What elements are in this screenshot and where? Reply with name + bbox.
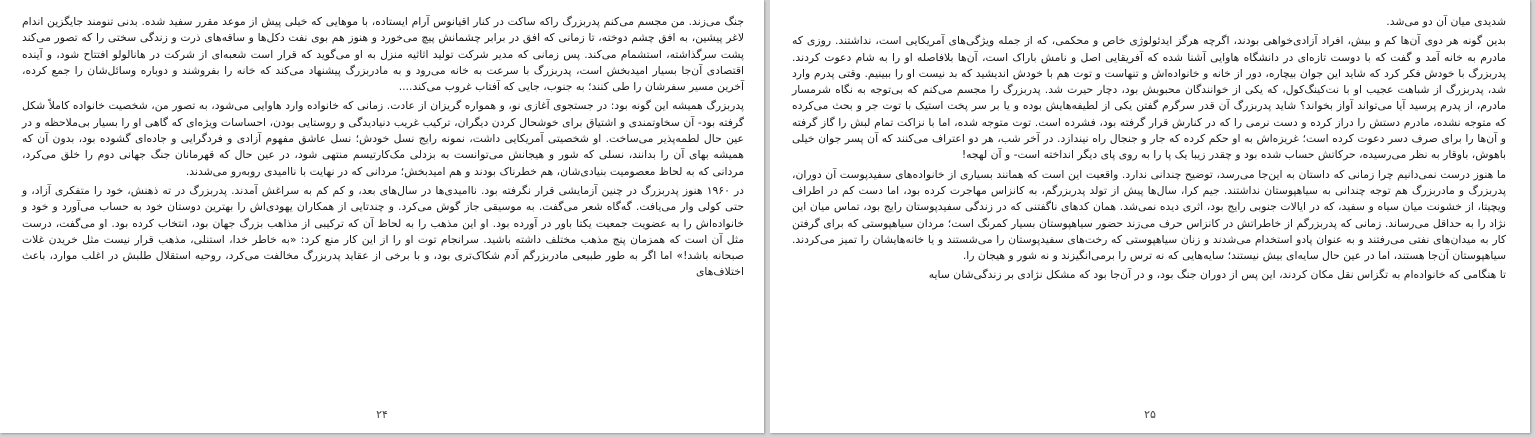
- left-page-text: [22, 14, 744, 281]
- page-number: ۲۴: [376, 408, 388, 421]
- paragraph: تا هنگامی که خانواده‌ام به تگزاس نقل مکان کردند، این پس از دوران جنگ بود، و در آن‌جا بود که مشکل نژادی بر زندگی‌شان سایه: [928, 268, 1506, 282]
- page-number: ۲۵: [1144, 408, 1156, 421]
- paragraph: جنگ می‌زند. من مجسم می‌کنم پدربزرگ راکه ساکت در کنار اقیانوس آرام ایستاده، با موهایی که خیلی پیش از موعد مقرر سفید شده. بدنی تنومند جایگزین اندام لاغر پیشین، به افق چشم دوخته، تا زمانی که افق در برابر چشمانش پیچ می‌خورد و هنوز هم بوی نفت دکل‌ها و ساقه‌های ذرت و زندگی سختی را که تصور می‌کند پشت سرگذاشته، استشمام می‌کند. پس زمانی که مدیر شرکت تولید اثاثیه منزل به او می‌گوید که قرار است شعبه‌ای از شرکت در هانالولو افتتاح شود، و آینده اقتصادی آن‌جا بسیار امیدبخش است، پدربزرگ با سرعت به خانه می‌رود و به مادربزرگ پیشنهاد می‌کند که خانه را بفروشند و دوباره وسائل‌شان را جمع کرده، آخرین مسیر سفرشان را طی کنند؛ به جنوب، جایی که آفتاب غروب می‌کند....: [22, 15, 744, 94]
- paragraph: شدیدی میان آن دو می‌شد.: [1386, 15, 1506, 28]
- paragraph: در ۱۹۶۰ هنوز پدربزرگ در چنین آزمایشی قرار نگرفته بود. ناامیدی‌ها در سال‌های بعد، و کم کم به سراغش آمدند. پدربزرگ در ته ذهنش، خود را متفکری آزاد، و حتی کولی وار می‌یافت. گه‌گاه شعر می‌گفت. به موسیقی جاز گوش می‌کرد. و چندتایی از همکاران یهودی‌اش را بهترین دوستان خود به حساب می‌آورد و خود و خانواده‌اش را به عضویت جمعیت یکتا باور در آورده بود. او این مذهب را به لحاظ آن که ترکیبی از مذاهب بزرگ جهان بود، انتخاب کرده بود. او می‌گفت، درست مثل آن است که همزمان پنج مذهب مختلف داشته باشید. سرانجام توت او را از این کار منع کرد: «به خاطر خدا، استنلی، مذهب قرار نیست مثل خریدن غلات صبحانه باشد!» اما اگر به طور طبیعی مادربزرگم آدم شکاک‌تری بود، و با برخی از عقاید پدربزرگ مخالفت می‌کرد، روحیه استقلال طلبش در اغلب موارد، باعث اختلاف‌های: [22, 183, 744, 279]
- right-page: [770, 0, 1530, 433]
- paragraph: پدربزرگ همیشه این گونه بود: در جستجوی آغازی نو، و همواره گریزان از عادت. زمانی که خانواده وارد هاوایی می‌شود، به تصور من، شخصیت خانواده کاملاً شکل گرفته بود- آن سخاوتمندی و اشتیاق برای خوشحال کردن دیگران، ترکیب غریب دنیادیدگی و روستایی بودن، احساسات ویژه‌ای که گاهی او را بسیار بی‌ملاحظه و در عین حال لطمه‌پذیر می‌ساخت. او شخصیتی آمریکایی داشت، نمونه رایج نسل خودش؛ نسل عاشق مفهوم آزادی و فردگرایی و جاده‌ای گشوده بود، بدون آن که همیشه بهای آن را بدانند، نسلی که شور و هیجانش می‌توانست به بزدلی مک‌کارتیسم منتهی شود، در عین حال که قهرمانان جنگ جهانی دوم را خلق می‌کرد، مردانی که به لحاظ معصومیت بنیادی‌شان، هم خطرناک بودند و هم امیدبخش؛ مردانی که در نهایت با ناامیدی روبه‌رو می‌شدند.: [22, 99, 744, 178]
- left-page: [0, 0, 764, 433]
- paragraph: بدین گونه هر دوی آن‌ها کم و بیش، افراد آزادی‌خواهی بودند، اگرچه هرگز ایدئولوژی خاص و محکمی، که از جمله ویژگی‌های آمریکایی است، نداشتند. روزی که مادرم به خانه آمد و گفت که با دوست تازه‌ای در دانشگاه هاوایی آشنا شده که آفریقایی اصل و نامش باراک است، آن‌ها بلافاصله او را به شام دعوت کردند. پدربزرگ با خودش فکر کرد که شاید این جوان بیچاره، دور از خانه و خانواده‌اش و تنهاست و توت هم با خودش اندیشید که بد نیست او را ببینیم. وقتی پدرم وارد شد، پدربزرگ از شباهت عجیب او با نت‌کینگ‌کول، که یکی از خوانندگان محبوبش بود، دچار حیرت شد. پدربزرگ را مجسم می‌کنم که بی‌توجه به نگاه شرمسار مادرم، از پدرم پرسید آیا می‌تواند آواز بخواند؟ شاید پدربزرگ آن قدر سرگرم گفتن یکی از لطیفه‌هایش بوده و یا بر سر پخت استیک با توت جر و بحث می‌کرده که متوجه نشده، مادرم دستش را دراز کرده و دست نرمی را که در کنارش قرار گرفته بود، فشرده است. توت متوجه شده، اما با نزاکت تمام لبش را گاز گرفته و آن‌ها را برای صرف دسر دعوت کرده است؛ غریزه‌اش به او حکم کرده که جار و جنجال راه نیندازد. در آخر شب، هر دو اعتراف می‌کنند که آن پسر جوان خیلی باهوش، باوقار به نظر می‌رسیده، حرکاتش حساب شده بود و چقدر زیبا یک پا را به روی پای دیگر انداخته است- و آن لهجه!: [792, 34, 1506, 162]
- paragraph: ما هنوز درست نمی‌دانیم چرا زمانی که داستان به این‌جا می‌رسد، توضیح چندانی ندارد. واقعیت این است که همانند بسیاری از خانواده‌های سفیدپوست آن دوران، پدربزرگ و مادربزرگ هم توجه چندانی به سیاهپوستان نداشتند. جیم کرا، سال‌ها پیش از تولد پدربزرگم، به کانزاس مهاجرت کرده بود، اما دست کم در اطراف ویچیتا، از خشونت میان سیاه و سفید، که در ایالات جنوبی رایج بود، اثری دیده نمی‌شد. همان کدهای ناگفتنی که در زندگی سفیدپوستان رایج بود، تماس میان این نژاد را به حداقل می‌رساند. زمانی که پدربزرگم از خاطراتش در کانزاس حرف می‌زند حضور سیاهپوستان بسیار کمرنگ است؛ مردان سیاهپوستی که برای گرفتن کار به میدان‌های نفتی می‌رفتند و به عنوان پادو استخدام می‌شدند و زنان سیاهپوستی که رخت‌های سفیدپوستان را می‌شستند و یا خانه‌هایشان را تمیز می‌کردند. سیاهپوستان آن‌جا هستند، اما در عین حال سایه‌ای بیش نیستند؛ سایه‌هایی که نه ترس را برمی‌انگیزند و نه شور و هیجان را.: [792, 167, 1506, 263]
- right-page-text: [792, 14, 1506, 284]
